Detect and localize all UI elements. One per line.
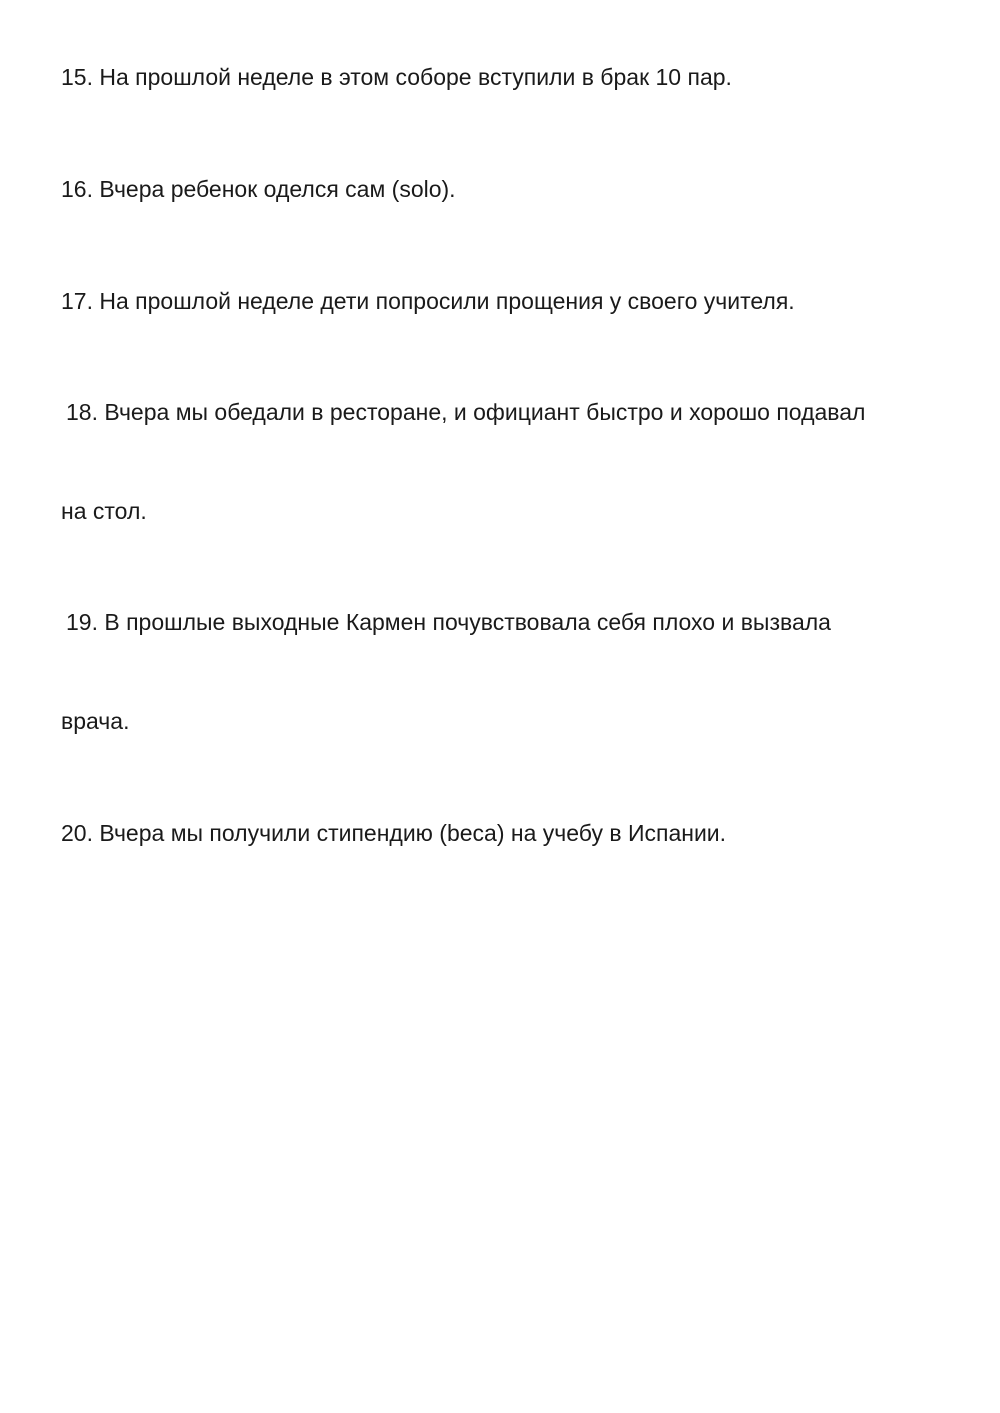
sentence-18-line-1: 18. Вчера мы обедали в ресторане, и официант быстро и хорошо подавал (66, 399, 866, 425)
sentence-16: 16. Вчера ребенок оделся сам (solo). (61, 176, 456, 202)
sentence-19-line-2: врача. (61, 708, 130, 734)
sentence-20: 20. Вчера мы получили стипендию (beca) на учебу в Испании. (61, 820, 727, 846)
sentence-17: 17. На прошлой неделе дети попросили прощения у своего учителя. (61, 288, 795, 314)
sentence-19-line-1: 19. В прошлые выходные Кармен почувствовала себя плохо и вызвала (66, 609, 831, 635)
sentence-15: 15. На прошлой неделе в этом соборе вступили в брак 10 пар. (61, 64, 732, 90)
sentence-18-line-2: на стол. (61, 498, 147, 524)
